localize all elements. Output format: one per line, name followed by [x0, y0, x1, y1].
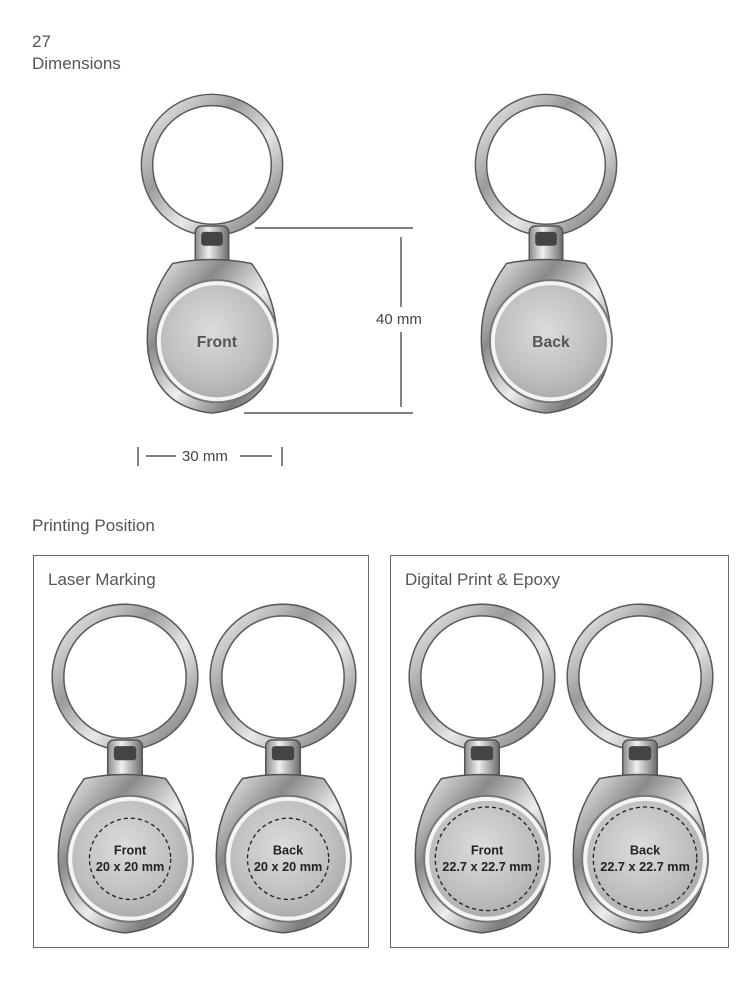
panel-title: Laser Marking — [48, 570, 156, 589]
laser-back-keytag — [204, 608, 362, 938]
panel-title: Digital Print & Epoxy — [405, 570, 560, 589]
epoxy-back-keytag — [561, 608, 719, 938]
section-title: Dimensions — [32, 54, 121, 73]
front-size: 22.7 x 22.7 mm — [442, 859, 532, 874]
front-size: 20 x 20 mm — [95, 859, 165, 874]
back-label: Back — [272, 843, 304, 858]
digital-print-epoxy-panel — [390, 555, 729, 948]
back-label: Back — [629, 843, 661, 858]
page-number: 27 — [32, 32, 51, 51]
epoxy-front-keytag — [403, 608, 561, 938]
width-label: 30 mm — [178, 448, 232, 465]
front-label: Front — [470, 843, 504, 858]
laser-marking-panel — [33, 555, 369, 948]
front-label: Front — [113, 843, 147, 858]
front-label: Front — [196, 334, 238, 352]
height-label: 40 mm — [372, 311, 426, 328]
laser-front-keytag — [46, 608, 204, 938]
back-size: 22.7 x 22.7 mm — [600, 859, 690, 874]
back-size: 20 x 20 mm — [253, 859, 323, 874]
back-label: Back — [532, 334, 570, 352]
printing-position-title: Printing Position — [32, 516, 155, 535]
